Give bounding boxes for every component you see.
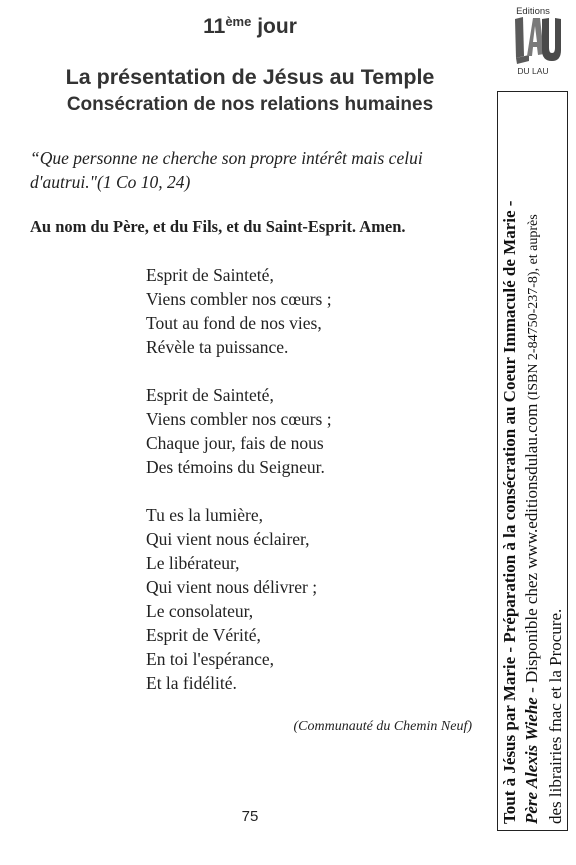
logo-letter-u bbox=[542, 18, 561, 61]
day-suffix: ème bbox=[225, 14, 252, 29]
poem-line: Tout au fond de nos vies, bbox=[146, 313, 322, 333]
poem-stanza bbox=[146, 383, 332, 479]
page-number: 75 bbox=[241, 808, 259, 825]
poem-line: Le libérateur, bbox=[146, 553, 240, 573]
poem-line: Esprit de Sainteté, bbox=[146, 265, 274, 285]
book-info-text bbox=[498, 94, 567, 830]
book-title-line: Tout à Jésus par Marie - Préparation à la consécration au Coeur Immaculé de Marie - bbox=[500, 200, 519, 824]
quote-line-2: d'autrui." bbox=[30, 172, 98, 192]
poem bbox=[146, 263, 332, 719]
page-title: La présentation de Jésus au Temple bbox=[65, 65, 435, 89]
book-availability-line bbox=[521, 100, 545, 824]
scripture-quote bbox=[30, 146, 480, 194]
logo-bottom-text: DU LAU bbox=[517, 66, 549, 76]
poem-line: En toi l'espérance, bbox=[146, 649, 275, 669]
poem-line: Qui vient nous délivrer ; bbox=[146, 577, 318, 597]
book-author: Père Alexis Wiehe bbox=[522, 697, 541, 824]
poem-line: Viens combler nos cœurs ; bbox=[146, 289, 332, 309]
poem-line: Qui vient nous éclairer, bbox=[146, 529, 310, 549]
poem-line: Des témoins du Seigneur. bbox=[146, 457, 325, 477]
author-separator: - bbox=[522, 682, 541, 698]
day-number: 11 bbox=[203, 15, 226, 38]
book-retailers-line: des librairies fnac et la Procure. bbox=[546, 608, 565, 824]
poem-stanza bbox=[146, 503, 332, 695]
book-info-sidebar bbox=[497, 91, 568, 831]
poem-line: Révèle ta puissance. bbox=[146, 337, 289, 357]
poem-credit: (Communauté du Chemin Neuf) bbox=[293, 719, 472, 734]
poem-line: Le consolateur, bbox=[146, 601, 254, 621]
poem-line: Viens combler nos cœurs ; bbox=[146, 409, 332, 429]
page-subtitle: Consécration de nos relations humaines bbox=[66, 94, 434, 115]
publisher-logo bbox=[502, 4, 564, 76]
day-word: jour bbox=[257, 15, 297, 38]
poem-line: Esprit de Sainteté, bbox=[146, 385, 274, 405]
logo-letter-l bbox=[515, 17, 524, 58]
book-isbn: (ISBN 2-84750-237-8), et auprès bbox=[526, 214, 541, 404]
quote-reference: (1 Co 10, 24) bbox=[97, 172, 191, 192]
poem-line: Et la fidélité. bbox=[146, 673, 237, 693]
invocation: Au nom du Père, et du Fils, et du Saint-Esprit. Amen. bbox=[30, 217, 406, 236]
logo-top-text: Editions bbox=[516, 6, 550, 17]
poem-stanza bbox=[146, 263, 332, 359]
poem-line: Tu es la lumière, bbox=[146, 505, 263, 525]
publisher-website: Disponible chez www.editionsdulau.com bbox=[522, 403, 541, 683]
poem-line: Chaque jour, fais de nous bbox=[146, 433, 324, 453]
logo-letter-a bbox=[527, 18, 544, 56]
poem-line: Esprit de Vérité, bbox=[146, 625, 261, 645]
quote-line-1: “Que personne ne cherche son propre intérêt mais celui bbox=[30, 148, 423, 168]
day-heading bbox=[0, 14, 500, 39]
